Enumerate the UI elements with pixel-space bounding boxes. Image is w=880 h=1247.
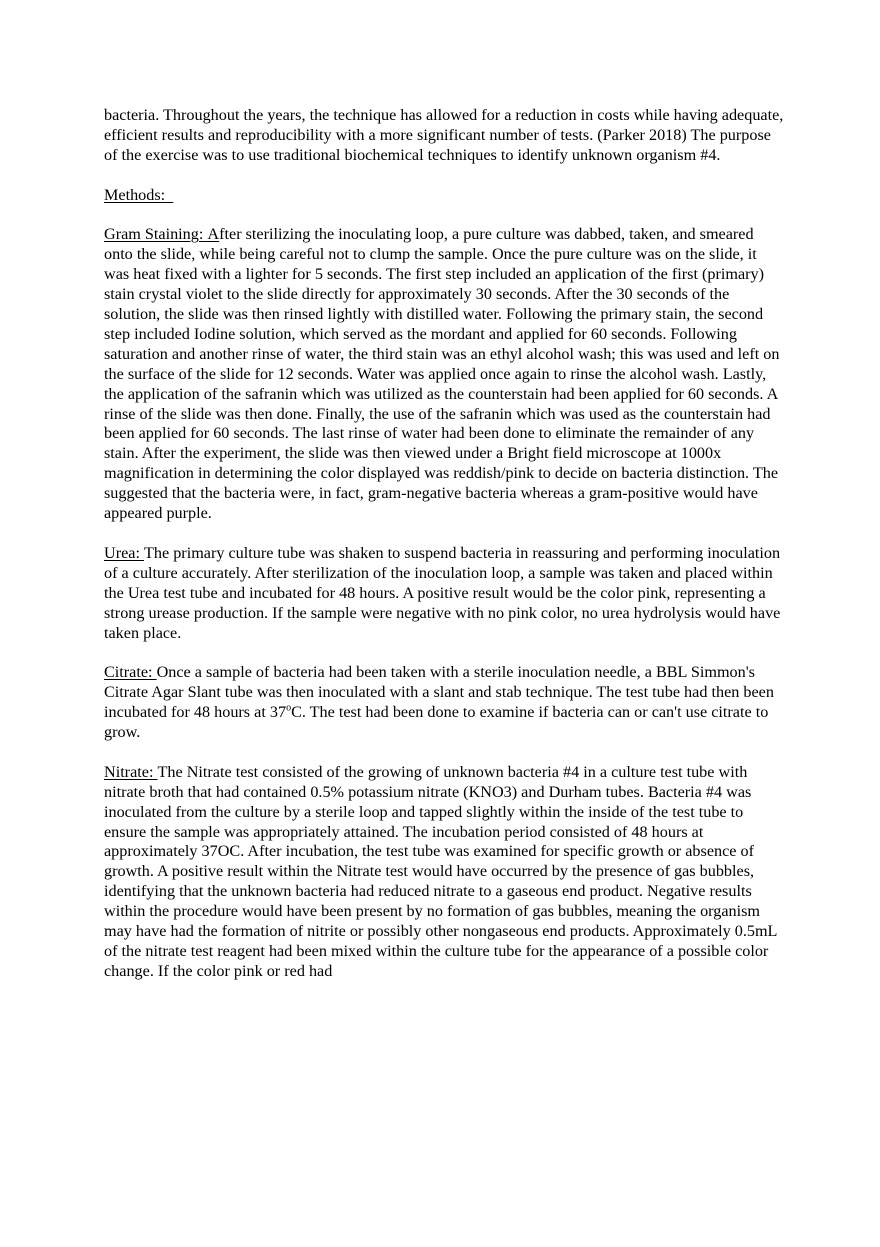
document-body (104, 106, 784, 1002)
citrate-label: Citrate: (104, 663, 153, 682)
methods-heading (104, 186, 784, 206)
intro-paragraph (104, 106, 784, 166)
gram-staining-label: Gram Staining: (104, 225, 204, 244)
urea-paragraph (104, 544, 784, 644)
citrate-text-before: Once a sample of bacteria had been taken with a sterile inoculation needle, a BBL Simmon's Citrate Agar Slant tube was then inoculated with a slant and stab technique. The test tube had then been incubated for 48 hours at 37 (104, 663, 774, 722)
nitrate-text: The Nitrate test consisted of the growing of unknown bacteria #4 in a culture test tube with nitrate broth that had contained 0.5% potassium nitrate (KNO3) and Durham tubes. Bacteria #4 was inoculated from the culture by a sterile loop and tapped slightly within the inside of the test tube to ensure the sample was appropriately attained. The incubation period consisted of 48 hours at approximately 37OC. After incubation, the test tube was examined for specific growth or absence of growth. A positive result within the Nitrate test would have occurred by the presence of gas bubbles, identifying that the unknown bacteria had reduced nitrate to a gaseous end product. Negative results within the procedure would have been present by no formation of gas bubbles, meaning the organism may have had the formation of nitrite or possibly other nongaseous end products. Approximately 0.5mL of the nitrate test reagent had been mixed within the culture tube for the appearance of a possible color change. If the color pink or red had (104, 762, 777, 980)
degree-superscript: o (286, 702, 292, 714)
citrate-text-after: C. The test had been done to examine if bacteria can or can't use citrate to grow. (104, 703, 769, 742)
gram-staining-text: fter sterilizing the inoculating loop, a pure culture was dabbed, taken, and smeared onto the slide, while being careful not to clump the sample. Once the pure culture was on the slide, it was heat fixed with a lighter for 5 seconds. The first step included an application of the first (primary) stain crystal violet to the slide directly for approximately 30 seconds. After the 30 seconds of the solution, the slide was then rinsed lightly with distilled water. Following the primary stain, the second step included Iodine solution, which served as the mordant and applied for 60 seconds. Following saturation and another rinse of water, the third stain was an ethyl alcohol wash; this was used and left on the surface of the slide for 12 seconds. Water was applied once again to rinse the alcohol wash. Lastly, the application of the safranin which was utilized as the counterstain had been applied for 60 seconds. A rinse of the slide was then done. Finally, the use of the safranin which was used as the counterstain had been applied for 60 seconds. The last rinse of water had been done to eliminate the remainder of any stain. After the experiment, the slide was then viewed under a Bright field microscope at 1000x magnification in determining the color displayed was reddish/pink to decide on bacteria distinction. The suggested that the bacteria were, in fact, gram-negative bacteria whereas a gram-positive would have appeared purple. (104, 225, 780, 523)
urea-text: The primary culture tube was shaken to suspend bacteria in reassuring and performing inoculation of a culture accurately. After sterilization of the inoculation loop, a sample was taken and placed within the Urea test tube and incubated for 48 hours. A positive result would be the color pink, representing a strong urease production. If the sample were negative with no pink color, no urea hydrolysis would have taken place. (104, 543, 781, 642)
nitrate-label: Nitrate: (104, 762, 154, 781)
methods-heading-text: Methods: (104, 185, 166, 204)
urea-label: Urea: (104, 543, 140, 562)
intro-text: bacteria. Throughout the years, the technique has allowed for a reduction in costs while having adequate, efficient results and reproducibility with a more significant number of tests. (Parker 2018) The purpose of the exercise was to use traditional biochemical techniques to identify unknown organism #4. (104, 106, 784, 164)
gram-staining-lead-letter: A (207, 225, 220, 244)
nitrate-paragraph (104, 763, 784, 982)
citrate-paragraph (104, 663, 784, 743)
gram-staining-paragraph (104, 225, 784, 524)
